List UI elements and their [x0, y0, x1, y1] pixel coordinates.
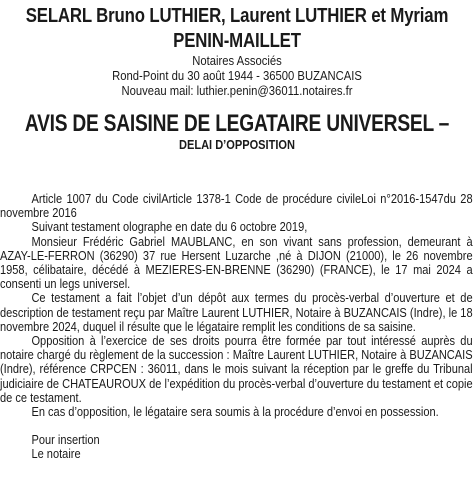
- firm-name: [7, 3, 466, 53]
- paragraph-opposition: Opposition à l’exercice de ses droits pourra être formée par tout intéressé auprès du notaire chargé du règlement de la succession : Maître Laurent LUTHIER, Notaire à BUZANCAIS (Indre), référence CRPCEN : 36011, dans le mois suivant la réception par le greffe du Tribunal judiciaire de CHATEAUROUX de l’expédition du procès-verbal d’ouverture du testament et copie de ce testament.: [0, 333, 473, 405]
- spacer: [0, 419, 473, 433]
- paragraph-deceased: Monsieur Frédéric Gabriel MAUBLANC, en son vivant sans profession, demeurant à AZAY-LE-FERRON (36290) 37 rue Hersent Luzarche ,né à DIJON (21000), le 26 novembre 1958, célibataire, décédé à MEZIERES-EN-BRENNE (36290) (FRANCE), le 17 mai 2024 a consenti un legs universel.: [0, 233, 473, 292]
- paragraph-legal-references: Article 1007 du Code civilArticle 1378-1 Code de procédure civileLoi n°2016-1547du 28 novembre 2016: [0, 191, 473, 221]
- sign-line-notaire: Le notaire: [31, 446, 81, 462]
- notice-heading: [0, 111, 473, 152]
- paragraph-possession: En cas d’opposition, le légataire sera soumis à la procédure d’envoi en possession.: [31, 404, 439, 420]
- firm-details: [0, 53, 473, 98]
- paragraph-testament-date: Suivant testament olographe en date du 6 octobre 2019,: [31, 219, 308, 235]
- firm-address: Rond-Point du 30 août 1944 - 36500 BUZANCAIS: [112, 68, 362, 83]
- firm-name-line-2: PENIN-MAILLET: [173, 29, 301, 52]
- firm-email: Nouveau mail: luthier.penin@36011.notaires.fr: [121, 83, 353, 98]
- sign-line-insertion: Pour insertion: [31, 432, 100, 448]
- notice-title: AVIS DE SAISINE DE LEGATAIRE UNIVERSEL –: [24, 110, 450, 137]
- firm-role: Notaires Associés: [192, 53, 282, 68]
- signature-block: [0, 433, 473, 461]
- notice-subtitle: DELAI D’OPPOSITION: [178, 137, 296, 152]
- firm-name-line-1: SELARL Bruno LUTHIER, Laurent LUTHIER et Myriam: [25, 4, 449, 27]
- notice-body: [0, 192, 473, 462]
- paragraph-deposit: Ce testament a fait l’objet d’un dépôt aux termes du procès-verbal d’ouverture et de description de testament reçu par Maître Laurent LUTHIER, Notaire à BUZANCAIS (Indre), le 18 novembre 2024, duquel il résulte que le légataire remplit les conditions de sa saisine.: [0, 290, 473, 334]
- notary-header: [0, 3, 473, 98]
